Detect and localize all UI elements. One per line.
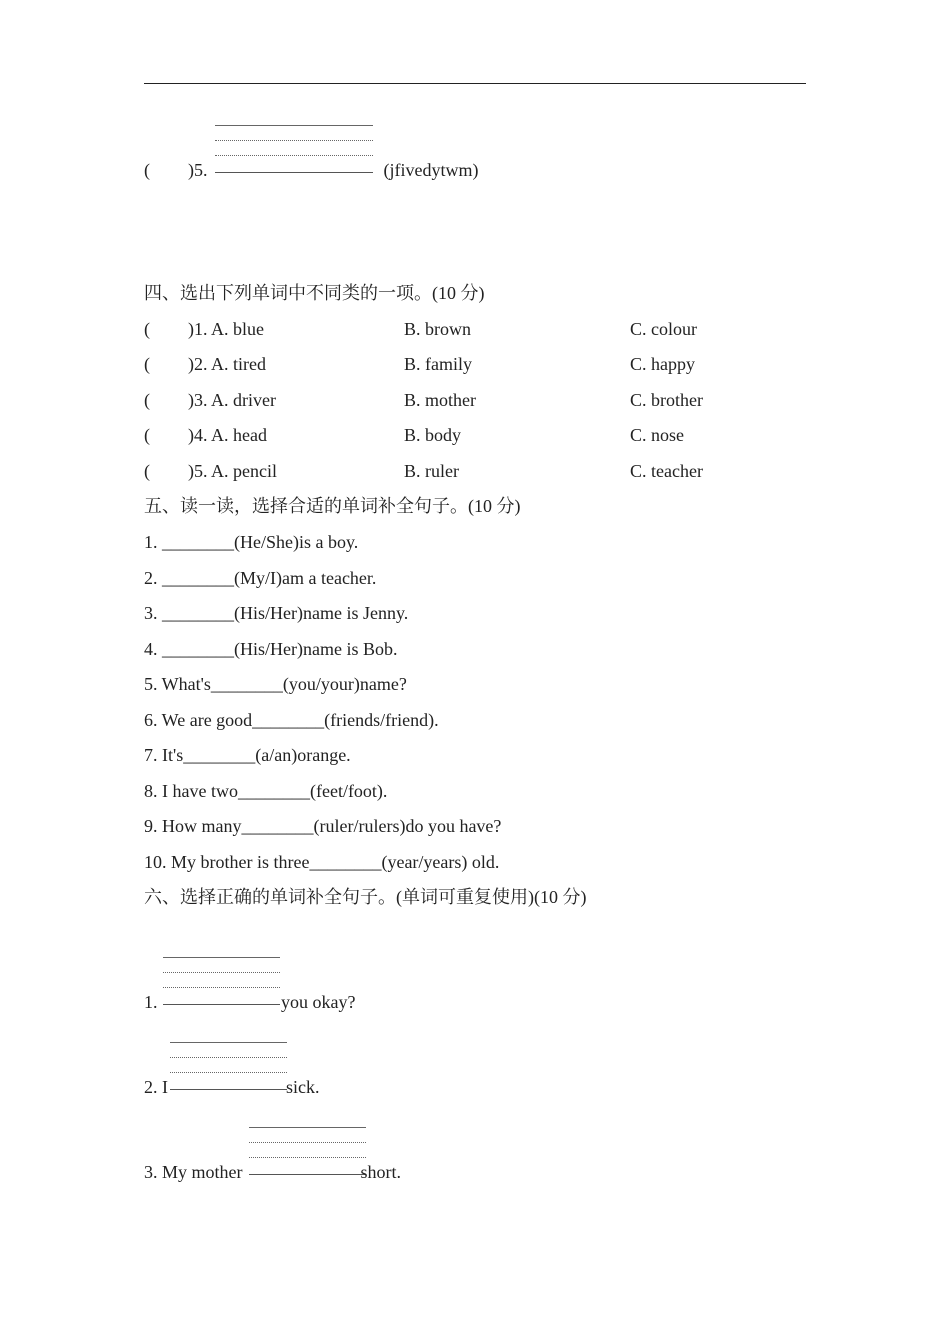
choice-b: B. body	[404, 425, 462, 445]
choice-row: ( )4. A. head B. body C. nose	[144, 425, 684, 445]
header-rule	[144, 83, 806, 84]
part3-item-5	[144, 158, 478, 182]
choice-row: ( )5. A. pencil B. ruler C. teacher	[144, 461, 703, 481]
fill-sentence: 2. I sick.	[144, 1077, 320, 1097]
item-number: )5.	[188, 160, 208, 180]
fill-sentence: 6. We are good________(friends/friend).	[144, 710, 439, 730]
choice-a: )3. A. driver	[188, 390, 276, 410]
item-hint: (jfivedytwm)	[383, 160, 479, 180]
choice-c: C. colour	[630, 319, 697, 339]
choice-c: C. brother	[630, 390, 703, 410]
fill-sentence: 10. My brother is three________(year/years) old.	[144, 852, 500, 872]
choice-b: B. brown	[404, 319, 471, 339]
choice-a: )5. A. pencil	[188, 461, 277, 481]
answer-paren: (	[144, 160, 150, 180]
choice-row: ( )2. A. tired B. family C. happy	[144, 354, 695, 374]
fill-sentence: 9. How many________(ruler/rulers)do you have?	[144, 816, 502, 836]
choice-c: C. happy	[630, 354, 695, 374]
choice-b: B. family	[404, 354, 472, 374]
fill-sentence: 3. My mother short.	[144, 1162, 401, 1182]
choice-c: C. nose	[630, 425, 684, 445]
fill-sentence: 2. ________(My/I)am a teacher.	[144, 568, 377, 588]
choice-a: )1. A. blue	[188, 319, 264, 339]
choice-c: C. teacher	[630, 461, 703, 481]
fill-sentence: 7. It's________(a/an)orange.	[144, 745, 351, 765]
choice-row: ( )1. A. blue B. brown C. colour	[144, 319, 697, 339]
fill-sentence: 8. I have two________(feet/foot).	[144, 781, 388, 801]
section-heading: 六、选择正确的单词补全句子。(单词可重复使用)(10 分)	[144, 887, 587, 907]
choice-a: )4. A. head	[188, 425, 267, 445]
section-heading: 四、选出下列单词中不同类的一项。(10 分)	[144, 283, 485, 303]
fill-sentence: 3. ________(His/Her)name is Jenny.	[144, 603, 409, 623]
choice-b: B. mother	[404, 390, 476, 410]
choice-a: )2. A. tired	[188, 354, 266, 374]
fill-sentence: 5. What's________(you/your)name?	[144, 674, 407, 694]
fill-sentence: 4. ________(His/Her)name is Bob.	[144, 639, 398, 659]
fill-sentence: 1. ________(He/She)is a boy.	[144, 532, 359, 552]
choice-b: B. ruler	[404, 461, 459, 481]
fill-sentence: 1. you okay?	[144, 992, 356, 1012]
section-heading: 五、读一读，选择合适的单词补全句子。(10 分)	[144, 496, 521, 516]
choice-row: ( )3. A. driver B. mother C. brother	[144, 390, 703, 410]
